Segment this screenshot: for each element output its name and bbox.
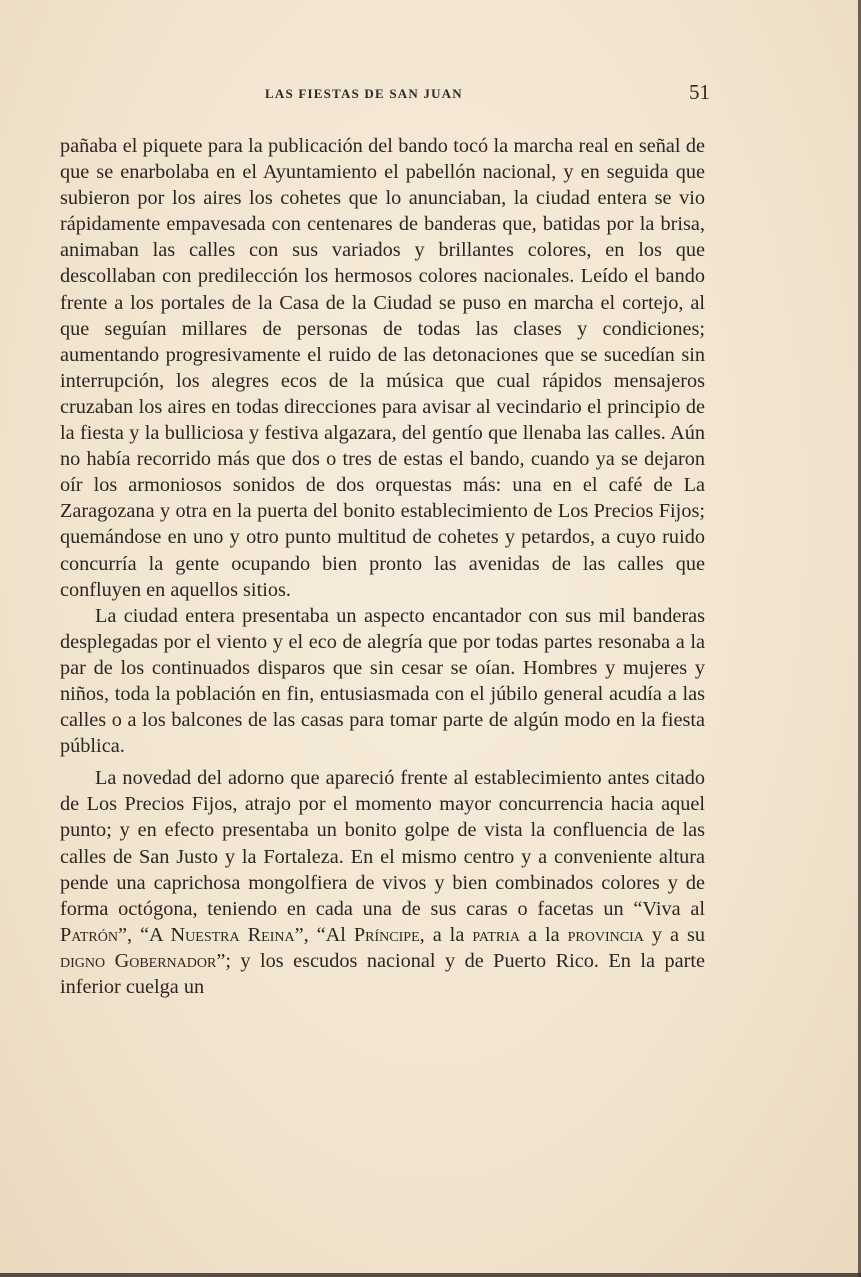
page-number: 51	[689, 80, 710, 104]
paragraph-3-text-end: ”; y los escudos nacional y de Puerto Rico. En la parte inferior cuelga un	[60, 949, 706, 998]
body-text	[60, 133, 705, 1000]
paragraph-2: La ciudad entera presentaba un aspecto encantador con sus mil banderas desplegadas por el viento y el eco de alegría que por todas partes resonaba a la par de los continuados disparos que sin cesar se oían. Hombres y mujeres y niños, toda la población en fin, entusiasmada con el júbilo general acudía a las calles o a los balcones de las casas para tomar parte de algún modo en la fiesta pública.	[60, 604, 705, 758]
paragraph-3-text-6	[105, 950, 114, 972]
paragraph-3	[60, 765, 705, 1000]
small-caps-digno: digno	[60, 949, 106, 972]
paragraph-3-text-4: a la	[520, 923, 568, 946]
paragraph-3-text-start: La novedad del adorno que apareció frente al establecimiento antes citado de Los Precios Fijos, atrajo por el momento mayor concurrencia hacia aquel punto; y en efecto presentaba un bonito golpe de vista la confluencia de las calles de San Justo y la Fortaleza. En el mismo centro y a conveniente altura pende una caprichosa mongolfiera de vivos y bien combinados colores y de forma octógona, teniendo en cada una de sus caras o facetas un “Viva al	[60, 767, 705, 920]
paragraph-3-text-5: y a su	[643, 923, 706, 946]
paragraph-1: pañaba el piquete para la publicación del bando tocó la marcha real en señal de que se enarbolaba en el Ayuntamiento el pabellón nacional, y en seguida que subieron por los aires los cohetes que lo anunciaban, la ciudad entera se vio rápidamente empavesada con centenares de banderas que, batidas por la brisa, animaban las calles con sus variados y brillantes colores, en los que descollaban con predilección los hermosos colores nacionales. Leído el bando frente a los portales de la Casa de la Ciudad se puso en marcha el cortejo, al que seguían millares de personas de todas las clases y condiciones; aumentando progresivamente el ruido de las detonaciones que se sucedían sin interrupción, los alegres ecos de la música que cual rápidos mensajeros cruzaban los aires en todas direcciones para avisar al vecindario el principio de la fiesta y la bulliciosa y festiva algazara, del gentío que llenaba las calles. Aún no había recorrido más que dos o tres de estas el bando, cuando ya se dejaron oír los armoniosos sonidos de dos orquestas más: una en el café de La Zaragozana y otra en la puerta del bonito establecimiento de Los Precios Fijos; quemándose en uno y otro punto multitud de cohetes y petardos, a cuyo ruido concurría la gente ocupando bien pronto las avenidas de las calles que confluyen en aquellos sitios.	[60, 135, 705, 601]
small-caps-principe: Príncipe	[353, 923, 420, 946]
small-caps-nuestra-reina: Nuestra Reina	[170, 923, 295, 946]
running-header	[60, 80, 710, 108]
small-caps-patria: patria	[472, 923, 521, 946]
small-caps-provincia: provincia	[567, 923, 644, 946]
small-caps-patron: Patrón	[60, 923, 118, 946]
paragraph-3-text-2: ”, “Al	[294, 923, 354, 946]
paragraph-3-text-3: , a la	[419, 923, 473, 946]
paragraph-3-text-1: ”, “A	[117, 923, 171, 946]
small-caps-gobernador: Gobernador	[114, 949, 217, 972]
page-edge-shadow-bottom	[0, 1273, 861, 1277]
running-title: LAS FIESTAS DE SAN JUAN	[265, 86, 463, 101]
